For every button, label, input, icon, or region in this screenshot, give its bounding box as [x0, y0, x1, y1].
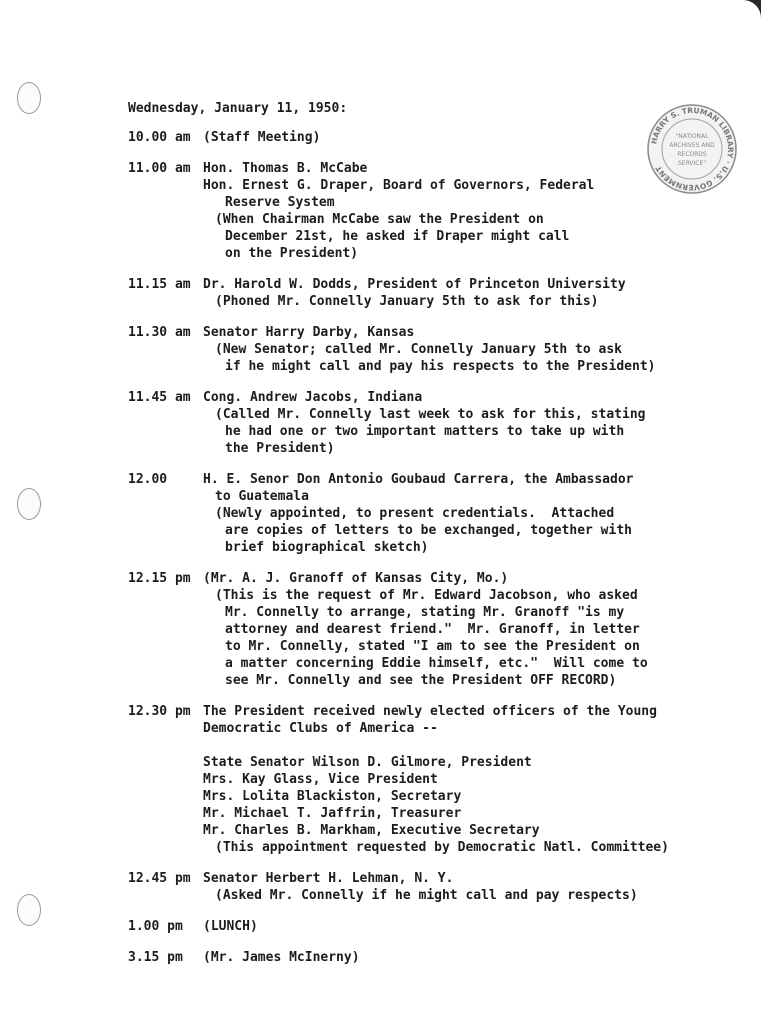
entry-line: Cong. Andrew Jacobs, Indiana: [203, 390, 423, 405]
entry-line: December 21st, he asked if Draper might call: [225, 229, 570, 244]
entry-line: (This appointment requested by Democratic Natl. Committee): [215, 840, 669, 855]
entry-body: [203, 918, 728, 935]
entry-line: Mr. Charles B. Markham, Executive Secretary: [203, 823, 540, 838]
schedule-entry: [128, 570, 728, 689]
schedule-entry: [128, 276, 728, 310]
entry-time: 10.00 am: [128, 130, 191, 145]
punch-hole-top: [17, 82, 41, 114]
entry-line: (Called Mr. Connelly last week to ask for this, stating: [215, 407, 646, 422]
entry-line: (When Chairman McCabe saw the President on: [215, 212, 544, 227]
entry-line: to Mr. Connelly, stated "I am to see the President on: [225, 639, 640, 654]
stamp-line-1: "NATIONAL: [675, 133, 709, 140]
entry-time: 12.00: [128, 472, 168, 487]
entry-gap: [203, 737, 728, 754]
schedule-entry: [128, 870, 728, 904]
entry-line: (Mr. A. J. Granoff of Kansas City, Mo.): [203, 571, 509, 586]
stamp-line-2: ARCHIVES AND: [669, 142, 715, 149]
punch-hole-bottom: [17, 894, 41, 926]
entry-line: Senator Herbert H. Lehman, N. Y.: [203, 871, 454, 886]
schedule-entry: [128, 471, 728, 556]
entry-line: if he might call and pay his respects to the President): [225, 359, 656, 374]
entry-time: 3.15 pm: [128, 950, 183, 965]
entry-line: Democratic Clubs of America --: [203, 721, 438, 736]
entry-line: to Guatemala: [215, 489, 309, 504]
entry-time: 11.45 am: [128, 390, 191, 405]
entry-time: 11.00 am: [128, 161, 191, 176]
entry-body: [203, 949, 728, 966]
entry-line: (Staff Meeting): [203, 130, 321, 145]
entry-time: 12.30 pm: [128, 704, 191, 719]
entry-line: Mr. Michael T. Jaffrin, Treasurer: [203, 806, 462, 821]
entry-line: he had one or two important matters to take up with: [225, 424, 625, 439]
schedule-entry: [128, 129, 728, 146]
entry-line: H. E. Senor Don Antonio Goubaud Carrera, the Ambassador: [203, 472, 634, 487]
entry-body: [203, 129, 728, 146]
stamp-line-3: RECORDS: [677, 151, 707, 158]
schedule-entry: [128, 389, 728, 457]
entry-line: attorney and dearest friend." Mr. Granoff, in letter: [225, 622, 640, 637]
entry-line: see Mr. Connelly and see the President OFF RECORD): [225, 673, 617, 688]
entry-body: [203, 870, 728, 904]
entry-time: 12.15 pm: [128, 571, 191, 586]
entry-line: Hon. Thomas B. McCabe: [203, 161, 368, 176]
entry-line: (Phoned Mr. Connelly January 5th to ask for this): [215, 294, 599, 309]
entry-body: [203, 389, 728, 457]
entry-body: [203, 160, 728, 262]
entry-line: (New Senator; called Mr. Connelly January 5th to ask: [215, 342, 622, 357]
entry-body: [203, 703, 728, 856]
schedule-entries: [128, 129, 728, 966]
entry-line: brief biographical sketch): [225, 540, 429, 555]
entry-line: Mr. Connelly to arrange, stating Mr. Granoff "is my: [225, 605, 625, 620]
schedule-date-heading: Wednesday, January 11, 1950:: [128, 101, 348, 116]
entry-line: (This is the request of Mr. Edward Jacobson, who asked: [215, 588, 638, 603]
entry-line: are copies of letters to be exchanged, together with: [225, 523, 632, 538]
entry-line: (Mr. James McInerny): [203, 950, 360, 965]
entry-line: Dr. Harold W. Dodds, President of Princeton University: [203, 277, 626, 292]
entry-line: Senator Harry Darby, Kansas: [203, 325, 415, 340]
stamp-ring-text: HARRY S. TRUMAN LIBRARY · U.S. GOVERNMENT: [649, 105, 736, 193]
entry-line: State Senator Wilson D. Gilmore, President: [203, 755, 532, 770]
entry-line: The President received newly elected officers of the Young: [203, 704, 657, 719]
entry-line: Mrs. Lolita Blackiston, Secretary: [203, 789, 462, 804]
schedule-entry: [128, 160, 728, 262]
entry-line: (Newly appointed, to present credentials. Attached: [215, 506, 615, 521]
entry-line: Reserve System: [225, 195, 335, 210]
entry-line: on the President): [225, 246, 359, 261]
entry-line: Hon. Ernest G. Draper, Board of Governors, Federal: [203, 178, 595, 193]
schedule-entry: [128, 324, 728, 375]
entry-body: [203, 276, 728, 310]
entry-time: 11.15 am: [128, 277, 191, 292]
schedule-entry: [128, 949, 728, 966]
entry-time: 12.45 pm: [128, 871, 191, 886]
entry-body: [203, 570, 728, 689]
entry-body: [203, 324, 728, 375]
entry-line: Mrs. Kay Glass, Vice President: [203, 772, 438, 787]
entry-time: 11.30 am: [128, 325, 191, 340]
schedule-content: [128, 100, 728, 980]
entry-time: 1.00 pm: [128, 919, 183, 934]
schedule-entry: [128, 703, 728, 856]
schedule-entry: [128, 918, 728, 935]
entry-line: the President): [225, 441, 335, 456]
entry-line: (LUNCH): [203, 919, 258, 934]
entry-line: (Asked Mr. Connelly if he might call and pay respects): [215, 888, 638, 903]
entry-body: [203, 471, 728, 556]
entry-line: a matter concerning Eddie himself, etc." Will come to: [225, 656, 648, 671]
punch-hole-middle: [17, 488, 41, 520]
stamp-line-4: SERVICE": [677, 160, 707, 167]
